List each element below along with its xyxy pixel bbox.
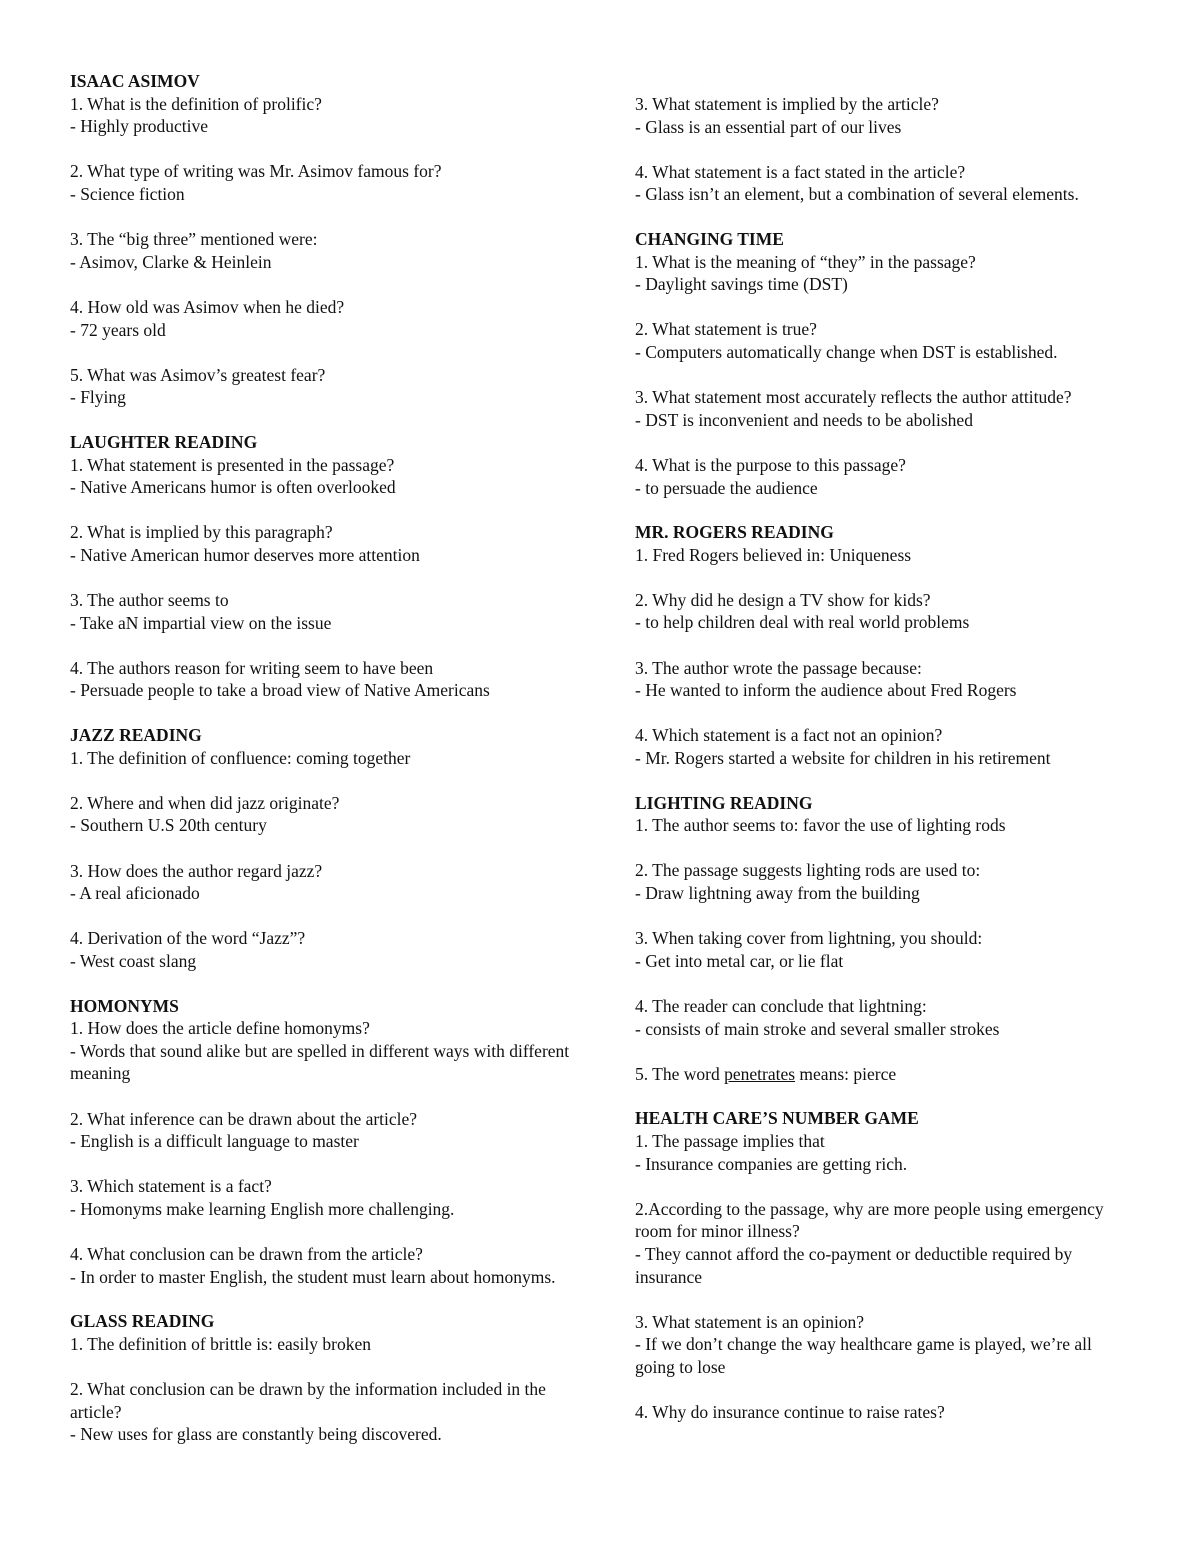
section-changing-time: [635, 228, 1135, 499]
qa-item: [635, 859, 1135, 904]
answer: - consists of main stroke and several smaller strokes: [635, 1018, 1000, 1039]
qa-item: [635, 161, 1135, 206]
section-title: HOMONYMS: [70, 995, 179, 1016]
question: 4. The authors reason for writing seem to have been: [70, 657, 434, 678]
question: 1. What statement is presented in the passage?: [70, 454, 395, 475]
answer: - Insurance companies are getting rich.: [635, 1153, 908, 1174]
section-title: JAZZ READING: [70, 725, 202, 746]
section-title: CHANGING TIME: [635, 228, 784, 249]
answer: - In order to master English, the student must learn about homonyms.: [70, 1266, 556, 1287]
section-title: MR. ROGERS READING: [635, 522, 834, 543]
section-glass-reading: [70, 1310, 580, 1446]
qa-item: [635, 724, 1135, 769]
question: 1. The definition of confluence: coming together: [70, 747, 411, 768]
qa-item: [635, 251, 1135, 296]
question-suffix: means: pierce: [795, 1063, 897, 1084]
qa-item: [70, 657, 580, 702]
section-glass-reading-continued: [635, 93, 1135, 206]
answer: - Flying: [70, 387, 126, 408]
answer: - Science fiction: [70, 183, 185, 204]
section-homonyms: [70, 995, 580, 1289]
section-title: LIGHTING READING: [635, 792, 813, 813]
qa-item: [635, 657, 1135, 702]
question: 1. The definition of brittle is: easily broken: [70, 1333, 372, 1354]
qa-item: [70, 1333, 580, 1356]
question: 3. What statement is an opinion?: [635, 1311, 865, 1332]
question: 2. What conclusion can be drawn by the information included in the article?: [70, 1379, 546, 1422]
qa-item: [70, 93, 580, 138]
answer: - He wanted to inform the audience about Fred Rogers: [635, 680, 1017, 701]
question: 3. The author wrote the passage because:: [635, 657, 922, 678]
qa-item: [70, 1378, 580, 1446]
answer: - Southern U.S 20th century: [70, 815, 267, 836]
question: 2. Why did he design a TV show for kids?: [635, 589, 931, 610]
underlined-word: penetrates: [724, 1063, 796, 1084]
question: 2. Where and when did jazz originate?: [70, 792, 340, 813]
answer: - A real aficionado: [70, 883, 200, 904]
question-prefix: 5. The word: [635, 1063, 725, 1084]
qa-item: [70, 1243, 580, 1288]
qa-item: [635, 814, 1135, 837]
qa-item: [70, 364, 580, 409]
question: 1. What is the definition of prolific?: [70, 93, 322, 114]
answer: - If we don’t change the way healthcare game is played, we’re all going to lose: [635, 1334, 1092, 1377]
answer: - Mr. Rogers started a website for children in his retirement: [635, 748, 1051, 769]
qa-item: [635, 454, 1135, 499]
answer: - Persuade people to take a broad view of Native Americans: [70, 680, 490, 701]
question: 3. The author seems to: [70, 590, 229, 611]
qa-item: [635, 927, 1135, 972]
qa-item: [635, 544, 1135, 567]
qa-item: [70, 860, 580, 905]
qa-item: [70, 589, 580, 634]
answer: - Asimov, Clarke & Heinlein: [70, 251, 272, 272]
qa-item: [635, 1401, 1135, 1424]
qa-item: [635, 318, 1135, 363]
answer: - Native American humor deserves more attention: [70, 544, 420, 565]
qa-item: [70, 1017, 580, 1085]
question: 2.According to the passage, why are more people using emergency room for minor illness?: [635, 1198, 1104, 1242]
answer: - West coast slang: [70, 950, 197, 971]
question: 1. The author seems to: favor the use of lighting rods: [635, 815, 1006, 836]
qa-item: [70, 792, 580, 837]
answer: - DST is inconvenient and needs to be abolished: [635, 409, 973, 430]
answer: - Words that sound alike but are spelled in different ways with different meaning: [70, 1040, 570, 1084]
section-health-care-number-game: [635, 1107, 1135, 1423]
question: 2. The passage suggests lighting rods are used to:: [635, 860, 981, 881]
qa-item: [635, 589, 1135, 634]
question: 3. How does the author regard jazz?: [70, 860, 323, 881]
answer: - Native Americans humor is often overlooked: [70, 477, 396, 498]
question: 2. What type of writing was Mr. Asimov famous for?: [70, 161, 442, 182]
question: 2. What is implied by this paragraph?: [70, 522, 333, 543]
question: 4. What is the purpose to this passage?: [635, 454, 906, 475]
question: 1. The passage implies that: [635, 1130, 825, 1151]
question: 4. Derivation of the word “Jazz”?: [70, 928, 306, 949]
question: 4. What conclusion can be drawn from the article?: [70, 1244, 423, 1265]
section-title: ISAAC ASIMOV: [70, 71, 200, 91]
question: 3. When taking cover from lightning, you should:: [635, 928, 983, 949]
question: [635, 1063, 1135, 1086]
question: 4. How old was Asimov when he died?: [70, 296, 345, 317]
question: 5. What was Asimov’s greatest fear?: [70, 364, 326, 385]
qa-item: [635, 1063, 1135, 1086]
answer: - to help children deal with real world problems: [635, 612, 970, 633]
question: 4. The reader can conclude that lightning:: [635, 995, 927, 1016]
qa-item: [635, 93, 1135, 138]
answer: - Highly productive: [70, 116, 209, 137]
section-title: GLASS READING: [70, 1311, 215, 1332]
answer: - They cannot afford the co-payment or deductible required by insurance: [635, 1243, 1073, 1287]
section-laughter-reading: [70, 431, 580, 702]
answer: - English is a difficult language to master: [70, 1131, 359, 1152]
qa-item: [70, 228, 580, 273]
question: 1. How does the article define homonyms?: [70, 1018, 370, 1039]
section-jazz-reading: [70, 724, 580, 973]
answer: - Glass isn’t an element, but a combination of several elements.: [635, 184, 1079, 205]
question: 1. What is the meaning of “they” in the passage?: [635, 251, 976, 272]
right-column: [635, 93, 1135, 1446]
qa-item: [635, 1130, 1135, 1175]
question: 2. What inference can be drawn about the article?: [70, 1108, 418, 1129]
qa-item: [70, 1108, 580, 1153]
section-isaac-asimov: [70, 70, 580, 409]
qa-item: [635, 1198, 1135, 1288]
qa-item: [70, 1175, 580, 1220]
qa-item: [70, 747, 580, 770]
question: 3. The “big three” mentioned were:: [70, 229, 318, 250]
question: 2. What statement is true?: [635, 319, 817, 340]
qa-item: [70, 454, 580, 499]
qa-item: [635, 386, 1135, 431]
qa-item: [635, 995, 1135, 1040]
answer: - Daylight savings time (DST): [635, 274, 848, 295]
answer: - New uses for glass are constantly being discovered.: [70, 1424, 442, 1445]
left-column: [70, 70, 580, 1468]
answer: - Take aN impartial view on the issue: [70, 612, 332, 633]
question: 3. Which statement is a fact?: [70, 1176, 272, 1197]
answer: - Glass is an essential part of our lives: [635, 116, 902, 137]
qa-item: [70, 160, 580, 205]
answer: - Draw lightning away from the building: [635, 883, 920, 903]
qa-item: [70, 296, 580, 341]
section-mr-rogers-reading: [635, 521, 1135, 770]
section-title: HEALTH CARE’S NUMBER GAME: [635, 1108, 919, 1129]
question: 3. What statement is implied by the article?: [635, 94, 939, 114]
question: 4. Which statement is a fact not an opinion?: [635, 725, 943, 746]
section-title: LAUGHTER READING: [70, 431, 258, 452]
answer: - Homonyms make learning English more challenging.: [70, 1198, 455, 1219]
qa-item: [70, 521, 580, 566]
question: 3. What statement most accurately reflects the author attitude?: [635, 387, 1072, 408]
answer: - to persuade the audience: [635, 477, 818, 498]
answer: - Get into metal car, or lie flat: [635, 950, 844, 971]
question: 4. Why do insurance continue to raise rates?: [635, 1402, 945, 1423]
question: 4. What statement is a fact stated in the article?: [635, 161, 966, 182]
qa-item: [70, 927, 580, 972]
qa-item: [635, 1311, 1135, 1379]
section-lighting-reading: [635, 792, 1135, 1086]
question: 1. Fred Rogers believed in: Uniqueness: [635, 544, 912, 565]
answer: - Computers automatically change when DST is established.: [635, 341, 1058, 362]
answer: - 72 years old: [70, 319, 166, 340]
